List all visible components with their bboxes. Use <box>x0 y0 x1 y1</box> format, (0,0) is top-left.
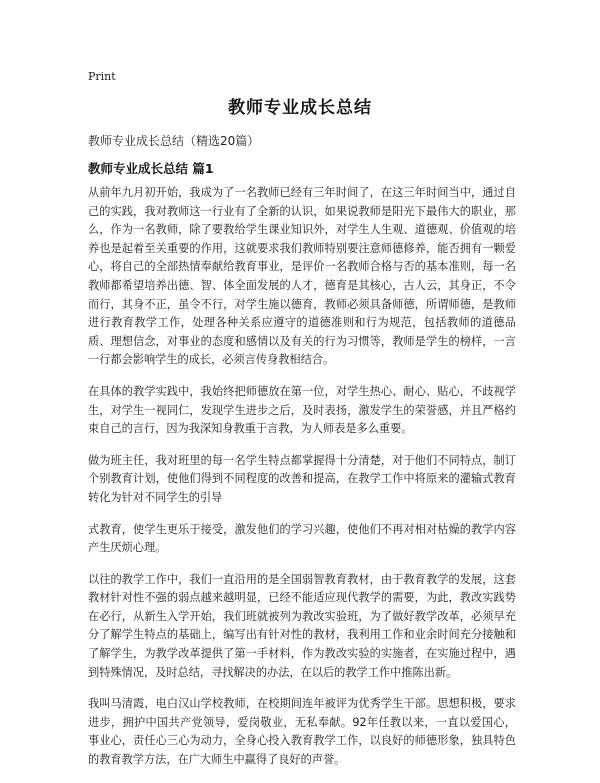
section-heading: 教师专业成长总结 篇1 <box>88 161 214 176</box>
document-body <box>88 184 516 783</box>
document-subtitle: 教师专业成长总结（精选20篇） <box>88 134 260 148</box>
paragraph-1: 从前年九月初开始，我成为了一名教师已经有三年时间了，在这三年时间当中，通过自己的实践，我对教师这一行业有了全新的认识，如果说教师是阳光下最伟大的职业，那么，作为一名教师，除了要教给学生课业知识外，对学生人生观、道德观、价值观的培养也是起着至关重要的作用，这就要求我们教师特别要注意师德修养，能否拥有一颗爱心，将自己的全部热情奉献给教育事业，是评价一名教师合格与否的基本准则，每一名教师都希望培养出德、智、体全面发展的人才，德育是其核心，古人云，其身正，不令而行，其身不正，虽令不行，对学生施以德育，教师必须具备师德，所谓师德，是教师进行教育教学工作，处理各种关系应遵守的道德准则和行为规范，包括教师的道德品质、理想信念，对事业的态度和感情以及有关的行为习惯等，教师是学生的榜样，一言一行都会影响学生的成长，必须言传身教相结合。 <box>88 186 516 367</box>
print-label: Print <box>88 70 116 83</box>
document-title: 教师专业成长总结 <box>228 98 372 118</box>
paragraph-2: 在具体的教学实践中，我始终把师德放在第一位，对学生热心、耐心、贴心，不歧视学生，对学生一视同仁，发现学生进步之后，及时表扬，激发学生的荣誉感，并且严格约束自己的言行，因为我深知身教重于言教，为人师表是多么重要。 <box>88 384 516 436</box>
paragraph-3: 做为班主任，我对班里的每一名学生特点都掌握得十分清楚，对于他们不同特点，制订个别教育计划，使他们得到不同程度的改善和提高，在教学工作中将原来的灌输式教育转化为针对不同学生的引导 <box>88 453 516 504</box>
paragraph-4: 式教育，使学生更乐于接受，激发他们的学习兴趣，使他们不再对相对枯燥的教学内容产生厌烦心理。 <box>88 522 516 555</box>
paragraph-6: 我叫马清霞，电白汉山学校教师，在校期间连年被评为优秀学生干部。思想积极，要求进步，拥护中国共产党领导，爱岗敬业，无私奉献。92年任教以来，一直以爱国心，事业心，责任心三心为动力，全身心投入教育教学工作，以良好的师德形象，独具特色的教育教学方法，在广大师生中赢得了良好的声誉。 <box>88 697 516 767</box>
paragraph-5: 以往的教学工作中，我们一直沿用的是全国弱智教育教材，由于教育教学的发展，这套教材针对性不强的弱点越来越明显，已经不能适应现代教学的需要，为此，教改实践势在必行，从新生入学开始，我们班就被列为教改实验班，为了做好教学改革，必须早充分了解学生特点的基础上，编写出有针对性的教材，我利用工作和业余时间充分接触和了解学生，为教学改革提供了第一手材料，作为教改实验的实施者，在实施过程中，遇到特殊情况，及时总结，寻找解决的办法，在以后的教学工作中推陈出新。 <box>88 572 516 679</box>
